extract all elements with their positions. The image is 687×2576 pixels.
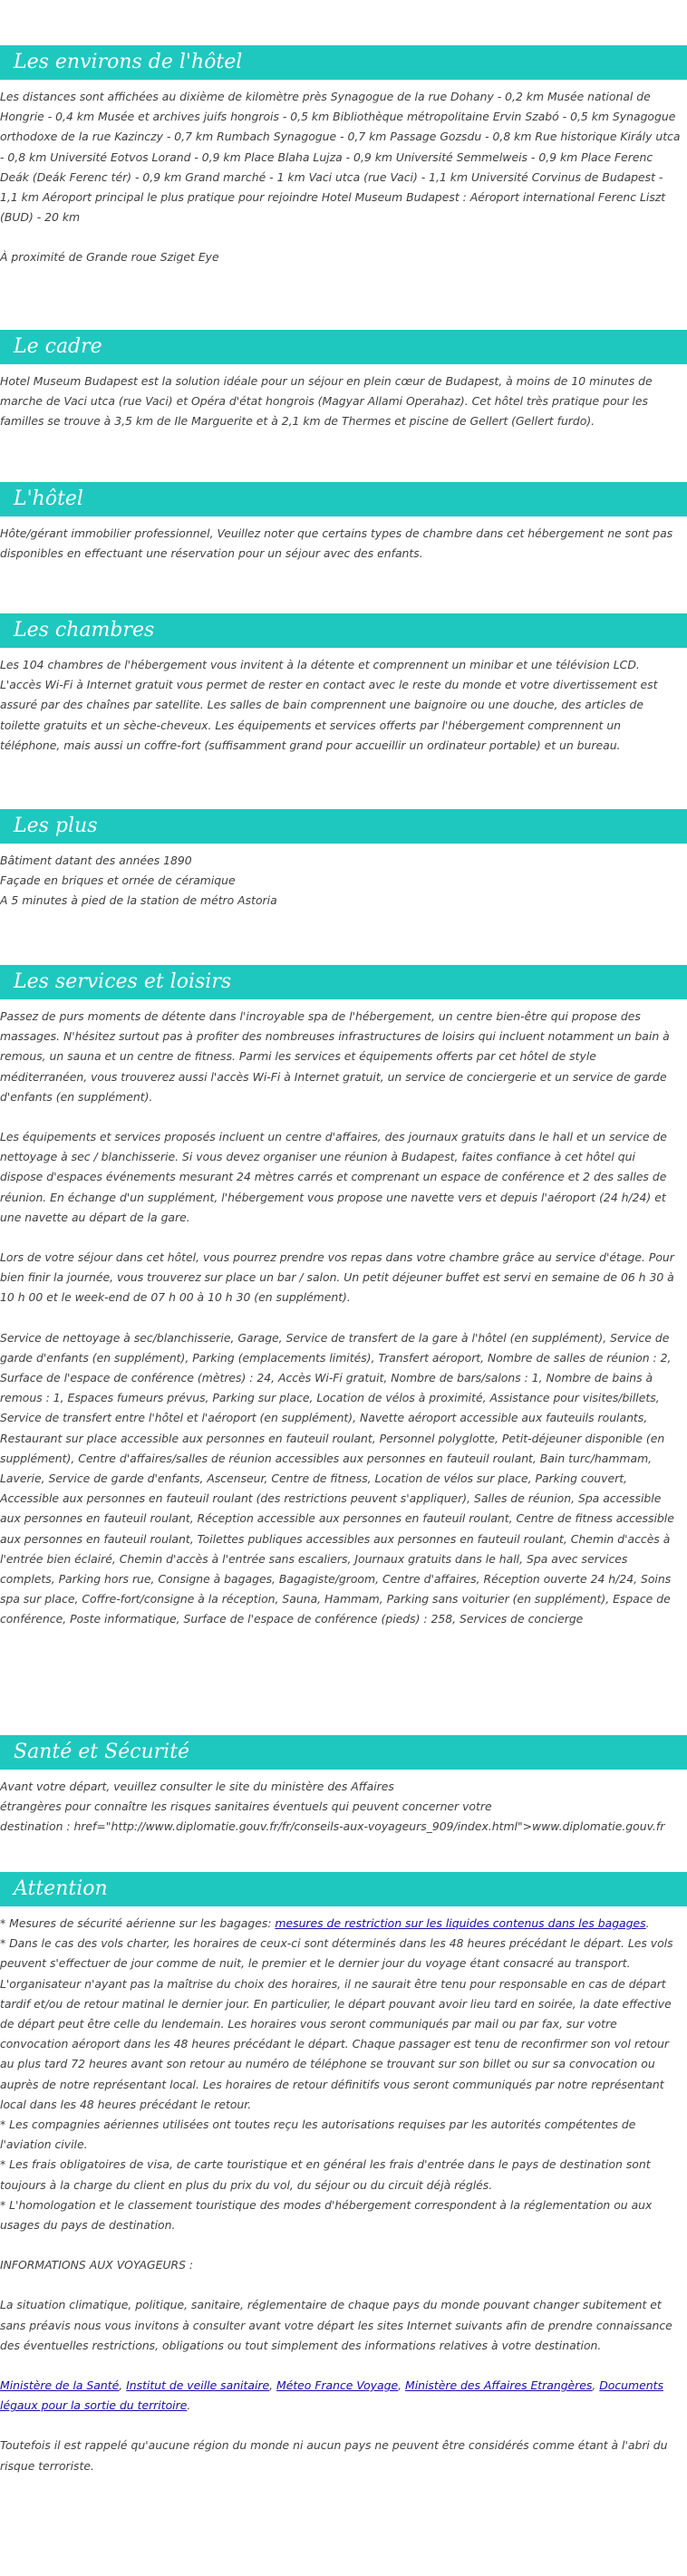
- link-documents-legaux[interactable]: Documents légaux pour la sortie du territoire: [0, 2378, 663, 2413]
- charter-note: * Dans le cas des vols charter, les horaires de ceux-ci sont déterminés dans les 48 heures précédant le départ. Les vols peuvent s'effectuer de jour comme de nuit, le premier et le dernier jour du voyage étant consacré au transport. L'organisateur n'ayant pas la maîtrise du choix des horaires, il ne saurait être tenu pour responsable en cas de départ tardif et/ou de retour matinal le dernier jour. En particulier, le départ pouvant avoir lieu tard en soirée, la date effective de départ peut être celle du lendemain. Les horaires vous seront communiqués par mail ou par fax, sur votre convocation aéroport dans les 48 heures précédant le départ. Chaque passager est tenu de reconfirmer son vol retour au plus tard 72 heures avant son retour au numéro de téléphone se trouvant sur son billet ou sur sa convocation ou auprès de notre représentant local. Les horaires de retour définitifs vous seront communiqués par notre représentant local dans les 48 heures précédant le retour.: [0, 1936, 673, 2111]
- cadre-content: [0, 371, 682, 432]
- sante-line: destination : href="http://www.diplomatie.gouv.fr/fr/conseils-aux-voyageurs_909/index.html">www.diplomatie.gouv.fr: [0, 1819, 665, 1834]
- section-heading-sante: Santé et Sécurité: [0, 1735, 687, 1770]
- plus-item: A 5 minutes à pied de la station de métro Astoria: [0, 893, 277, 908]
- airlines-note: * Les compagnies aériennes utilisées ont toutes reçu les autorisations requises par les autorités compétentes de l'aviation civile.: [0, 2118, 636, 2152]
- section-heading-plus: Les plus: [0, 809, 687, 844]
- link-separator: ,: [592, 2378, 600, 2393]
- security-note-end: .: [645, 1916, 650, 1930]
- link-meteo-france[interactable]: Méteo France Voyage: [276, 2378, 399, 2393]
- link-institut-veille[interactable]: Institut de veille sanitaire: [126, 2378, 270, 2393]
- environs-distances: Les distances sont affichées au dixième de kilomètre près Synagogue de la rue Dohany - 0,2 km Musée national de Hongrie - 0,4 km Musée et archives juifs hongrois - 0,5 km Bibliothèque métropolitaine Ervin Szabó - 0,5 km Synagogue orthodoxe de la rue Kazinczy - 0,7 km Rumbach Synagogue - 0,7 km Passage Gozsdu - 0,8 km Rue historique Király utca - 0,8 km Université Eotvos Lorand - 0,9 km Place Blaha Lujza - 0,9 km Université Semmelweis - 0,9 km Place Ferenc Deák (Deák Ferenc tér) - 0,9 km Grand marché - 1 km Vaci utca (rue Vaci) - 1,1 km Université Corvinus de Budapest - 1,1 km Aéroport principal le plus pratique pour rejoindre Hotel Museum Budapest : Aéroport international Ferenc Liszt (BUD) - 20 km: [0, 90, 681, 225]
- hotel-content: [0, 524, 682, 564]
- homologation-note: * L'homologation et le classement touristique des modes d'hébergement correspondent à la réglementation ou aux usages du pays de destination.: [0, 2197, 653, 2233]
- link-separator: ,: [119, 2378, 127, 2393]
- section-heading-chambres: Les chambres: [0, 613, 687, 648]
- section-heading-environs: Les environs de l'hôtel: [0, 45, 687, 80]
- liquids-restriction-link[interactable]: mesures de restriction sur les liquides contenus dans les bagages: [275, 1916, 646, 1930]
- section-heading-hotel: L'hôtel: [0, 482, 687, 516]
- services-amenities-list: Service de nettoyage à sec/blanchisserie, Garage, Service de transfert de la gare à l'hôtel (en supplément), Service de garde d'enfants (en supplément), Parking (emplacements limités), Transfert aéroport, Nombre de salles de réunion : 2, Surface de l'espace de conférence (mètres) : 24, Accès Wi-Fi gratuit, Nombre de bars/salons : 1, Nombre de bains à remous : 1, Espaces fumeurs prévus, Parking sur place, Location de vélos à proximité, Assistance pour visites/billets, Service de transfert entre l'hôtel et l'aéroport (en supplément), Navette aéroport accessible aux fauteuils roulants, Restaurant sur place accessible aux personnes en fauteuil roulant, Personnel polyglotte, Petit-déjeuner disponible (en supplément), Centre d'affaires/salles de réunion accessibles aux personnes en fauteuil roulant, Bain turc/hammam, Laverie, Service de garde d'enfants, Ascenseur, Centre de fitness, Location de vélos sur place, Parking couvert, Accessible aux personnes en fauteuil roulant (des restrictions peuvent s'appliquer), Salles de réunion, Spa accessible aux personnes en fauteuil roulant, Réception accessible aux personnes en fauteuil roulant, Centre de fitness accessible aux personnes en fauteuil roulant, Toilettes publiques accessibles aux personnes en fauteuil roulant, Chemin d'accès à l'entrée bien éclairé, Chemin d'accès à l'entrée sans escaliers, Journaux gratuits dans le hall, Spa avec services complets, Parking hors rue, Consigne à bagages, Bagagiste/groom, Centre d'affaires, Réception ouverte 24 h/24, Soins spa sur place, Coffre-fort/consigne à la réception, Sauna, Hammam, Parking sans voiturier (en supplément), Espace de conférence, Poste informatique, Surface de l'espace de conférence (pieds) : 258, Services de concierge: [0, 1330, 674, 1626]
- hotel-text: Hôte/gérant immobilier professionnel, Veuillez noter que certains types de chambre dans cet hébergement ne sont pas disponibles en effectuant une réservation pour un séjour avec des enfants.: [0, 526, 673, 561]
- section-heading-services: Les services et loisirs: [0, 965, 687, 999]
- terror-note: Toutefois il est rappelé qu'aucune région du monde ni aucun pays ne peuvent être considérés comme étant à l'abri du risque terroriste.: [0, 2438, 668, 2473]
- section-heading-cadre: Le cadre: [0, 330, 687, 364]
- situation-text: La situation climatique, politique, sanitaire, réglementaire de chaque pays du monde pouvant changer subitement et sans préavis nous vous invitons à consulter avant votre départ les sites Internet suivants afin de prendre connaissance des éventuelles restrictions, obligations ou tout simplement des informations relatives à votre destination.: [0, 2298, 672, 2352]
- services-content: [0, 1007, 682, 1630]
- environs-nearby: À proximité de Grande roue Sziget Eye: [0, 250, 219, 265]
- sante-line: Avant votre départ, veuillez consulter le site du ministère des Affaires: [0, 1780, 394, 1793]
- plus-item: Façade en briques et ornée de céramique: [0, 873, 236, 888]
- link-affaires-etrangeres[interactable]: Ministère des Affaires Etrangères: [405, 2378, 593, 2393]
- resource-links: [0, 2376, 682, 2416]
- plus-item: Bâtiment datant des années 1890: [0, 854, 192, 867]
- link-separator: ,: [398, 2378, 405, 2393]
- services-paragraph: Passez de purs moments de détente dans l'incroyable spa de l'hébergement, un centre bien-être qui propose des massages. N'hésitez surtout pas à profiter des nombreuses infrastructures de loisirs qui incluent notamment un bain à remous, un sauna et un centre de fitness. Parmi les services et équipements offerts par cet hôtel de style méditerranéen, vous trouverez aussi l'accès Wi-Fi à Internet gratuit, un service de conciergerie et un service de garde d'enfants (en supplément).: [0, 1009, 670, 1104]
- services-paragraph: Les équipements et services proposés incluent un centre d'affaires, des journaux gratuits dans le hall et un service de nettoyage à sec / blanchisserie. Si vous devez organiser une réunion à Budapest, faites confiance à cet hôtel qui dispose d'espaces événements mesurant 24 mètres carrés et comprenant un espace de conférence et 2 des salles de réunion. En échange d'un supplément, l'hébergement vous propose une navette vers et depuis l'aéroport (24 h/24) et une navette au départ de la gare.: [0, 1130, 667, 1224]
- link-separator: ,: [269, 2378, 276, 2393]
- services-paragraph: Lors de votre séjour dans cet hôtel, vous pourrez prendre vos repas dans votre chambre grâce au service d'étage. Pour bien finir la journée, vous trouverez sur place un bar / salon. Un petit déjeuner buffet est servi en semaine de 06 h 30 à 10 h 00 et le week-end de 07 h 00 à 10 h 30 (en supplément).: [0, 1250, 674, 1305]
- chambres-content: [0, 655, 682, 756]
- links-end: .: [187, 2398, 191, 2413]
- section-heading-attention: Attention: [0, 1872, 687, 1906]
- plus-content: [0, 851, 682, 912]
- link-ministere-sante[interactable]: Ministère de la Santé: [0, 2378, 120, 2393]
- sante-line: étrangères pour connaître les risques sanitaires éventuels qui peuvent concerner votre: [0, 1799, 492, 1814]
- fees-note: * Les frais obligatoires de visa, de carte touristique et en général les frais d'entrée dans le pays de destination sont toujours à la charge du client en plus du prix du vol, du séjour ou du circuit déjà réglés.: [0, 2157, 651, 2192]
- security-note: [0, 1914, 682, 1934]
- cadre-text: Hotel Museum Budapest est la solution idéale pour un séjour en plein cœur de Budapest, à moins de 10 minutes de marche de Vaci utca (rue Vaci) et Opéra d'état hongrois (Magyar Allami Operahaz). Cet hôtel très pratique pour les familles se trouve à 3,5 km de Ile Marguerite et à 2,1 km de Thermes et piscine de Gellert (Gellert furdo).: [0, 374, 653, 429]
- chambres-text: Les 104 chambres de l'hébergement vous invitent à la détente et comprennent un minibar et une télévision LCD. L'accès Wi-Fi à Internet gratuit vous permet de rester en contact avec le reste du monde et votre divertissement est assuré par des chaînes par satellite. Les salles de bain comprennent une baignoire ou une douche, des articles de toilette gratuits et un sèche-cheveux. Les équipements et services offerts par l'hébergement comprennent un téléphone, mais aussi un coffre-fort (suffisamment grand pour accueillir un ordinateur portable) et un bureau.: [0, 658, 658, 752]
- security-note-text: * Mesures de sécurité aérienne sur les bagages:: [0, 1916, 276, 1930]
- environs-content: [0, 87, 682, 268]
- info-title: INFORMATIONS AUX VOYAGEURS :: [0, 2258, 194, 2272]
- attention-content: [0, 1914, 682, 2476]
- sante-content: [0, 1777, 682, 1838]
